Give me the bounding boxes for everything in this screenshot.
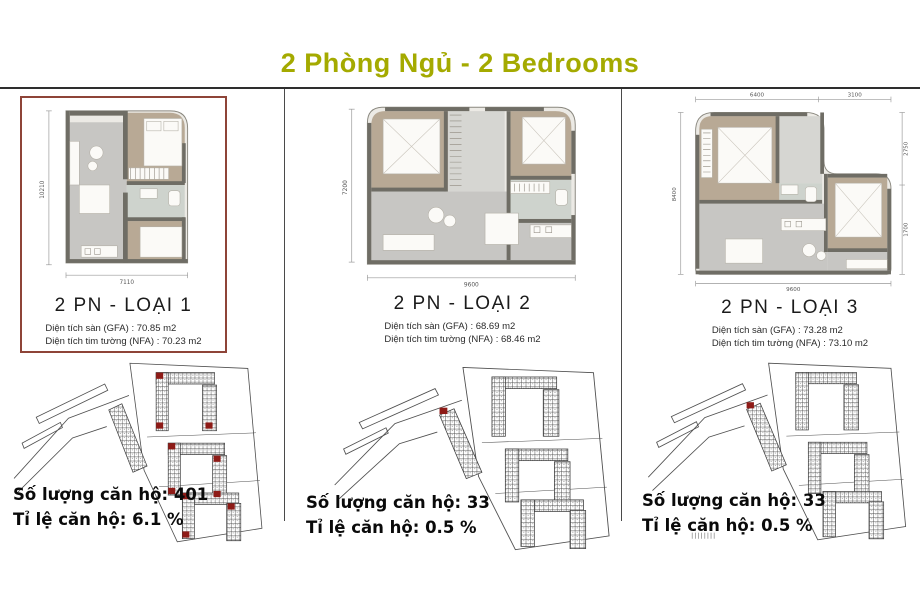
highlighted-unit: [228, 503, 235, 509]
dim-label: 1700: [903, 222, 910, 237]
highlighted-unit: [214, 456, 221, 462]
unit-ratio: Tỉ lệ căn hộ: 6.1 %: [13, 510, 184, 529]
unit-ratio: Tỉ lệ căn hộ: 0.5 %: [306, 518, 477, 537]
highlighted-unit: [214, 491, 221, 497]
dim-label: 7200: [342, 180, 349, 196]
highlighted-unit: [440, 408, 448, 414]
nfa-line: Diện tích tim tường (NFA) : 70.23 m2: [45, 336, 202, 347]
unit-count: Số lượng căn hộ: 401: [13, 485, 209, 504]
unit-type-name: 2 PN - LOẠI 2: [393, 293, 532, 314]
dim-label: 9600: [463, 282, 479, 289]
floor-plan-2: [338, 97, 588, 289]
floor-plan-1: [28, 100, 218, 288]
column-divider: [621, 89, 622, 521]
column-divider: [284, 89, 285, 521]
header-rule: [0, 87, 920, 89]
unit-areas: [22, 322, 225, 348]
unit-ratio: Tỉ lệ căn hộ: 0.5 %: [642, 516, 813, 535]
highlighted-unit: [747, 402, 754, 408]
dim-label: 9600: [786, 287, 801, 294]
nfa-line: Diện tích tim tường (NFA) : 73.10 m2: [711, 338, 869, 349]
unit-count: Số lượng căn hộ: 33: [306, 493, 490, 512]
highlighted-unit: [168, 443, 175, 449]
unit-areas: [660, 324, 920, 350]
dim-label: 10210: [40, 180, 47, 199]
dim-label: 2750: [903, 141, 910, 156]
nfa-line: Diện tích tim tường (NFA) : 68.46 m2: [384, 334, 541, 345]
dim-label: 8400: [672, 187, 679, 202]
highlighted-unit: [206, 422, 213, 428]
gfa-line: Diện tích sàn (GFA) : 70.85 m2: [45, 323, 177, 334]
dim-label: 7110: [119, 279, 135, 286]
floor-plan-3: [668, 92, 913, 292]
unit-type-name: 2 PN - LOẠI 1: [54, 295, 193, 316]
unit-areas: [330, 320, 595, 346]
gfa-line: Diện tích sàn (GFA) : 68.69 m2: [384, 321, 516, 332]
page-title: 2 Phòng Ngủ - 2 Bedrooms: [280, 48, 640, 78]
highlighted-unit: [182, 531, 189, 537]
unit-stats: [13, 482, 208, 532]
unit-type-name: 2 PN - LOẠI 3: [721, 297, 859, 318]
dim-label: 3100: [847, 92, 862, 99]
unit-stats: [306, 490, 490, 540]
highlighted-unit: [156, 422, 163, 428]
gfa-line: Diện tích sàn (GFA) : 73.28 m2: [711, 325, 843, 336]
unit-stats: [642, 488, 826, 538]
highlighted-unit: [156, 373, 163, 379]
dim-label: 6400: [749, 92, 765, 99]
unit-count: Số lượng căn hộ: 33: [642, 491, 826, 510]
